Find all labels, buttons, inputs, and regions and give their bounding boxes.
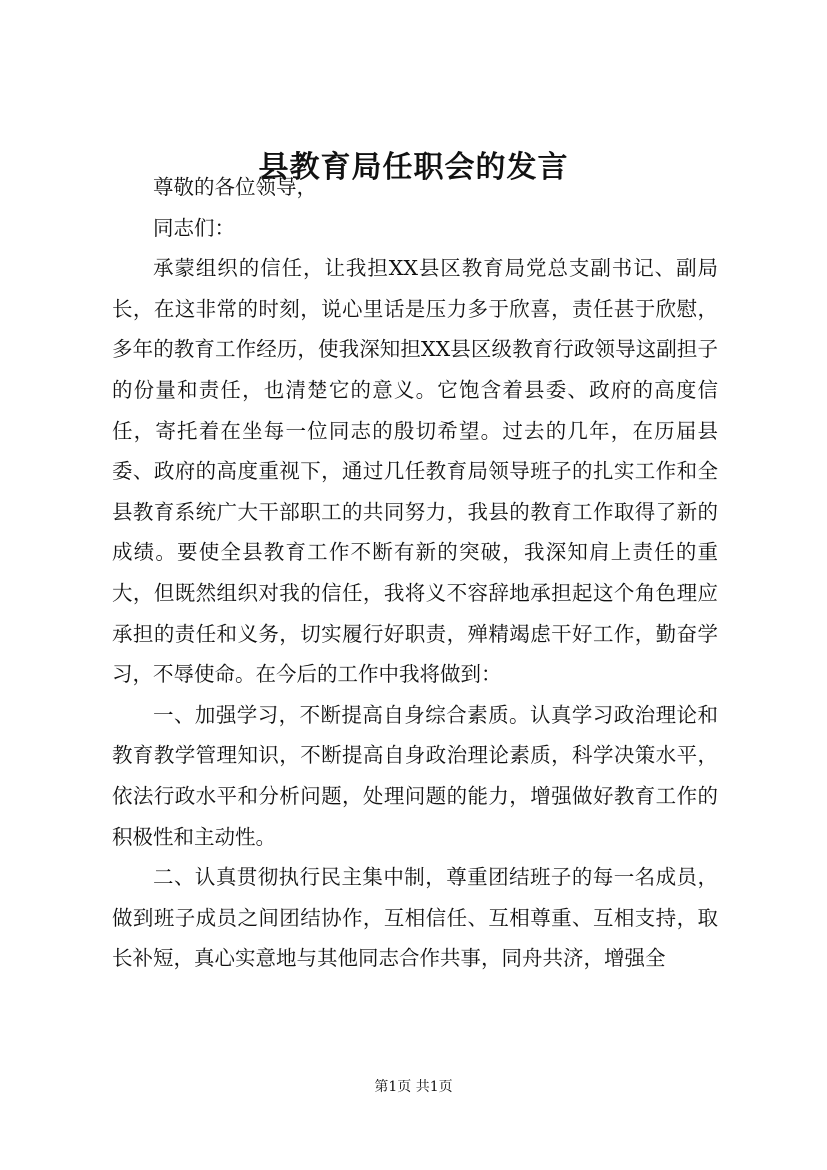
body-paragraph: 承蒙组织的信任，让我担XX县区教育局党总支副书记、副局长，在这非常的时刻，说心里话是压力多于欣喜，责任甚于欣慰，多年的教育工作经历，使我深知担XX县区级教育行政领导这副担子的份量和责任，也清楚它的意义。它饱含着县委、政府的高度信任，寄托着在坐每一位同志的殷切希望。过去的几年，在历届县委、政府的高度重视下，通过几任教育局领导班子的扎实工作和全县教育系统广大干部职工的共同努力，我县的教育工作取得了新的成绩。要使全县教育工作不断有新的突破，我深知肩上责任的重大，但既然组织对我的信任，我将义不容辞地承担起这个角色理应承担的责任和义务，切实履行好职责，殚精竭虑干好工作，勤奋学习，不辱使命。在今后的工作中我将做到： xyxy=(112,256,718,687)
salutation-comrades: 同志们： xyxy=(153,215,235,240)
body-paragraph: 二、认真贯彻执行民主集中制，尊重团结班子的每一名成员，做到班子成员之间团结协作，互相信任、互相尊重、互相支持，取长补短，真心实意地与其他同志合作共事，同舟共济，增强全 xyxy=(112,865,718,971)
document-body xyxy=(112,167,718,979)
body-paragraph: 一、加强学习，不断提高自身综合素质。认真学习政治理论和教育教学管理知识，不断提高自身政治理论素质，科学决策水平，依法行政水平和分析问题，处理问题的能力，增强做好教育工作的积极性和主动性。 xyxy=(112,702,718,849)
document-title: 县教育局任职会的发言 xyxy=(258,150,569,185)
salutation: 尊敬的各位领导， xyxy=(153,175,317,199)
page-footer: 第1页 共1页 xyxy=(374,1079,453,1095)
